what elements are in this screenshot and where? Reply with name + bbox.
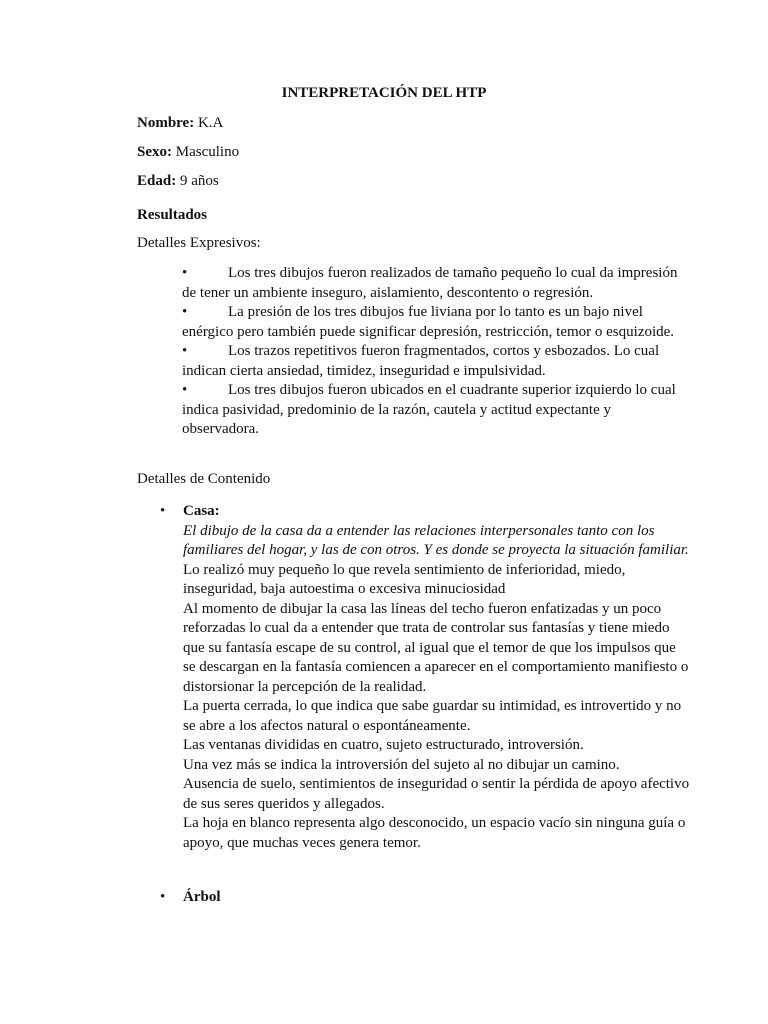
resultados-heading: Resultados [137, 207, 208, 223]
sexo-field [137, 143, 239, 163]
casa-paragraph: Una vez más se indica la introversión del sujeto al no dibujar un camino. [183, 756, 620, 773]
sexo-label: Sexo: [137, 144, 172, 160]
nombre-value: K.A [194, 115, 224, 131]
arbol-label: Árbol [183, 889, 221, 905]
list-item [182, 303, 682, 342]
sexo-value: Masculino [172, 144, 240, 160]
arbol-item [160, 888, 690, 908]
bullet-icon: • [182, 304, 188, 320]
casa-paragraph: Lo realizó muy pequeño lo que revela sentimiento de inferioridad, miedo, inseguridad, baja autoestima o excesiva minuciosidad [183, 561, 626, 597]
bullet-icon: • [182, 265, 188, 281]
casa-paragraph: La hoja en blanco representa algo desconocido, un espacio vacío sin ninguna guía o apoyo, que muchas veces genera temor. [183, 815, 686, 851]
casa-paragraph: Ausencia de suelo, sentimientos de inseguridad o sentir la pérdida de apoyo afectivo de sus seres queridos y allegados. [183, 776, 690, 812]
list-item-text: La presión de los tres dibujos fue liviana por lo tanto es un bajo nivel enérgico pero también puede significar depresión, restricción, temor o esquizoide. [182, 304, 675, 340]
list-item-text: Los trazos repetitivos fueron fragmentados, cortos y esbozados. Lo cual indican cierta ansiedad, timidez, inseguridad e impulsividad. [182, 343, 660, 379]
list-item [182, 264, 682, 303]
edad-label: Edad: [137, 173, 177, 189]
list-item [182, 342, 682, 381]
bullet-icon: • [160, 503, 166, 519]
expresivos-list [182, 264, 682, 440]
casa-intro: El dibujo de la casa da a entender las relaciones interpersonales tanto con los familiares del hogar, y las de con otros. Y es donde se proyecta la situación familiar. [183, 522, 689, 558]
bullet-icon: • [182, 382, 188, 398]
contenido-heading: Detalles de Contenido [137, 471, 271, 487]
list-item-text: Los tres dibujos fueron ubicados en el cuadrante superior izquierdo lo cual indica pasividad, predominio de la razón, cautela y actitud expectante y observadora. [182, 382, 676, 437]
casa-label: Casa: [183, 503, 220, 519]
casa-paragraph: Al momento de dibujar la casa las líneas del techo fueron enfatizadas y un poco reforzadas lo cual da a entender que trata de controlar sus fantasías y tiene miedo que su fantasía escape de su control, al igual que el temor de que los impulsos que se descargan en la fantasía comiencen a aparecer en el comportamiento manifiesto o distorsionar la percepción de la realidad. [183, 600, 689, 695]
list-item-text: Los tres dibujos fueron realizados de tamaño pequeño lo cual da impresión de tener un ambiente inseguro, aislamiento, descontento o regresión. [182, 265, 678, 301]
casa-paragraph: La puerta cerrada, lo que indica que sabe guardar su intimidad, es introvertido y no se abre a los afectos natural o espontáneamente. [183, 698, 682, 734]
bullet-icon: • [160, 889, 166, 905]
expresivos-heading: Detalles Expresivos: [137, 235, 261, 251]
bullet-icon: • [182, 343, 188, 359]
document-title: INTERPRETACIÓN DEL HTP [281, 85, 487, 101]
nombre-label: Nombre: [137, 115, 195, 131]
edad-value: 9 años [176, 173, 219, 189]
casa-paragraph: Las ventanas divididas en cuatro, sujeto estructurado, introversión. [183, 737, 584, 753]
edad-field [137, 172, 219, 192]
casa-section [160, 502, 690, 853]
nombre-field [137, 114, 223, 134]
contenido-list [160, 502, 690, 853]
list-item [182, 381, 682, 440]
arbol-section [160, 888, 690, 908]
